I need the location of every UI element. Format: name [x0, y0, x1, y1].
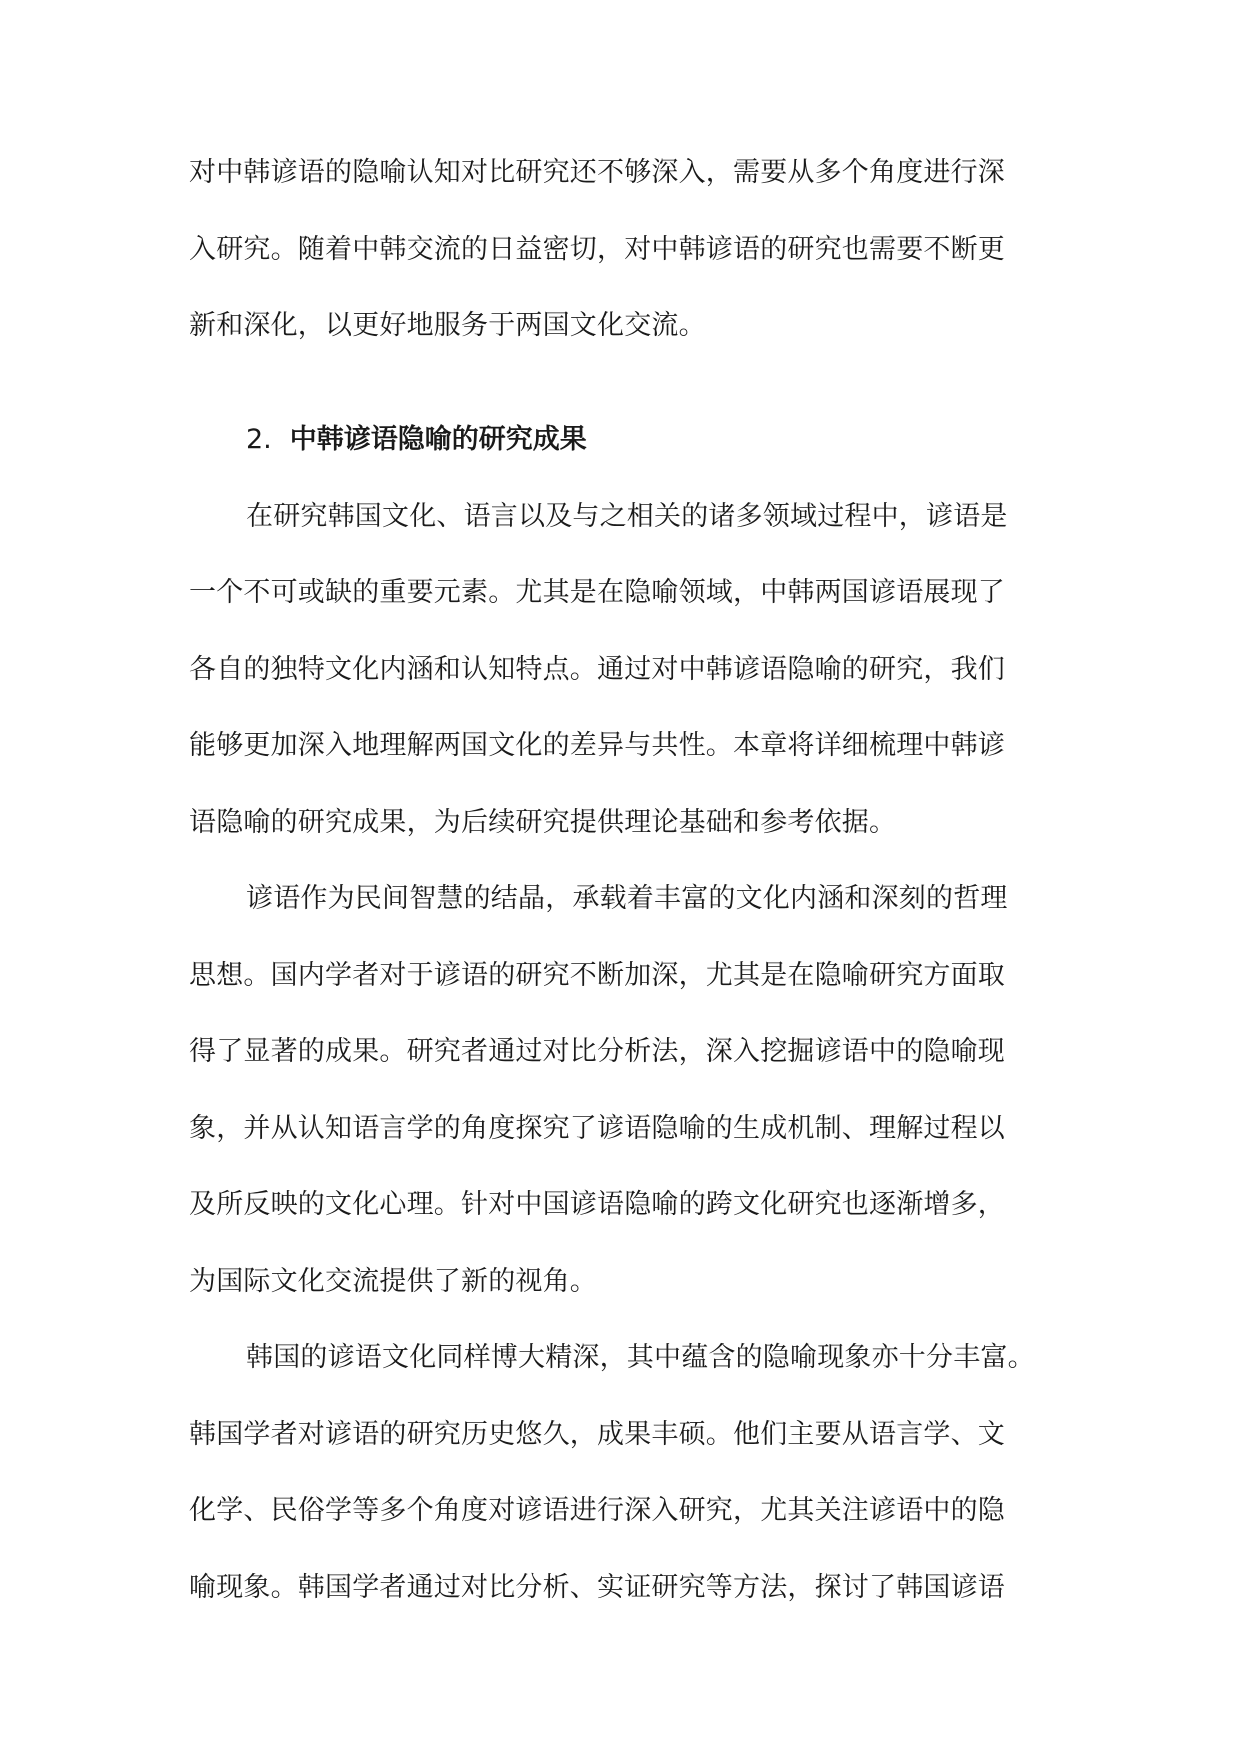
text-line: 化学、民俗学等多个角度对谚语进行深入研究，尤其关注谚语中的隐	[189, 1495, 1005, 1526]
text-line: 在研究韩国文化、语言以及与之相关的诸多领域过程中，谚语是	[246, 501, 1008, 532]
section-number: 2.	[246, 424, 272, 455]
text-line: 一个不可或缺的重要元素。尤其是在隐喻领域，中韩两国谚语展现了	[189, 577, 1005, 608]
text-line: 各自的独特文化内涵和认知特点。通过对中韩谚语隐喻的研究，我们	[189, 654, 1005, 685]
text-line: 新和深化，以更好地服务于两国文化交流。	[189, 310, 706, 341]
text-line: 得了显著的成果。研究者通过对比分析法，深入挖掘谚语中的隐喻现	[189, 1036, 1005, 1067]
text-line: 能够更加深入地理解两国文化的差异与共性。本章将详细梳理中韩谚	[189, 730, 1005, 761]
text-line: 入研究。随着中韩交流的日益密切，对中韩谚语的研究也需要不断更	[189, 234, 1005, 265]
section-title: 中韩谚语隐喻的研究成果	[289, 424, 587, 455]
text-line: 语隐喻的研究成果，为后续研究提供理论基础和参考依据。	[189, 807, 897, 838]
text-line: 对中韩谚语的隐喻认知对比研究还不够深入，需要从多个角度进行深	[189, 157, 1005, 188]
text-line: 韩国的谚语文化同样博大精深，其中蕴含的隐喻现象亦十分丰富。	[246, 1342, 1035, 1373]
section-heading	[246, 420, 587, 460]
text-line: 谚语作为民间智慧的结晶，承载着丰富的文化内涵和深刻的哲理	[246, 883, 1008, 914]
text-line: 喻现象。韩国学者通过对比分析、实证研究等方法，探讨了韩国谚语	[189, 1572, 1005, 1603]
text-line: 思想。国内学者对于谚语的研究不断加深，尤其是在隐喻研究方面取	[189, 960, 1005, 991]
text-line: 为国际文化交流提供了新的视角。	[189, 1266, 597, 1297]
text-line: 韩国学者对谚语的研究历史悠久，成果丰硕。他们主要从语言学、文	[189, 1419, 1005, 1450]
text-line: 及所反映的文化心理。针对中国谚语隐喻的跨文化研究也逐渐增多，	[189, 1189, 1005, 1220]
text-line: 象，并从认知语言学的角度探究了谚语隐喻的生成机制、理解过程以	[189, 1113, 1005, 1144]
